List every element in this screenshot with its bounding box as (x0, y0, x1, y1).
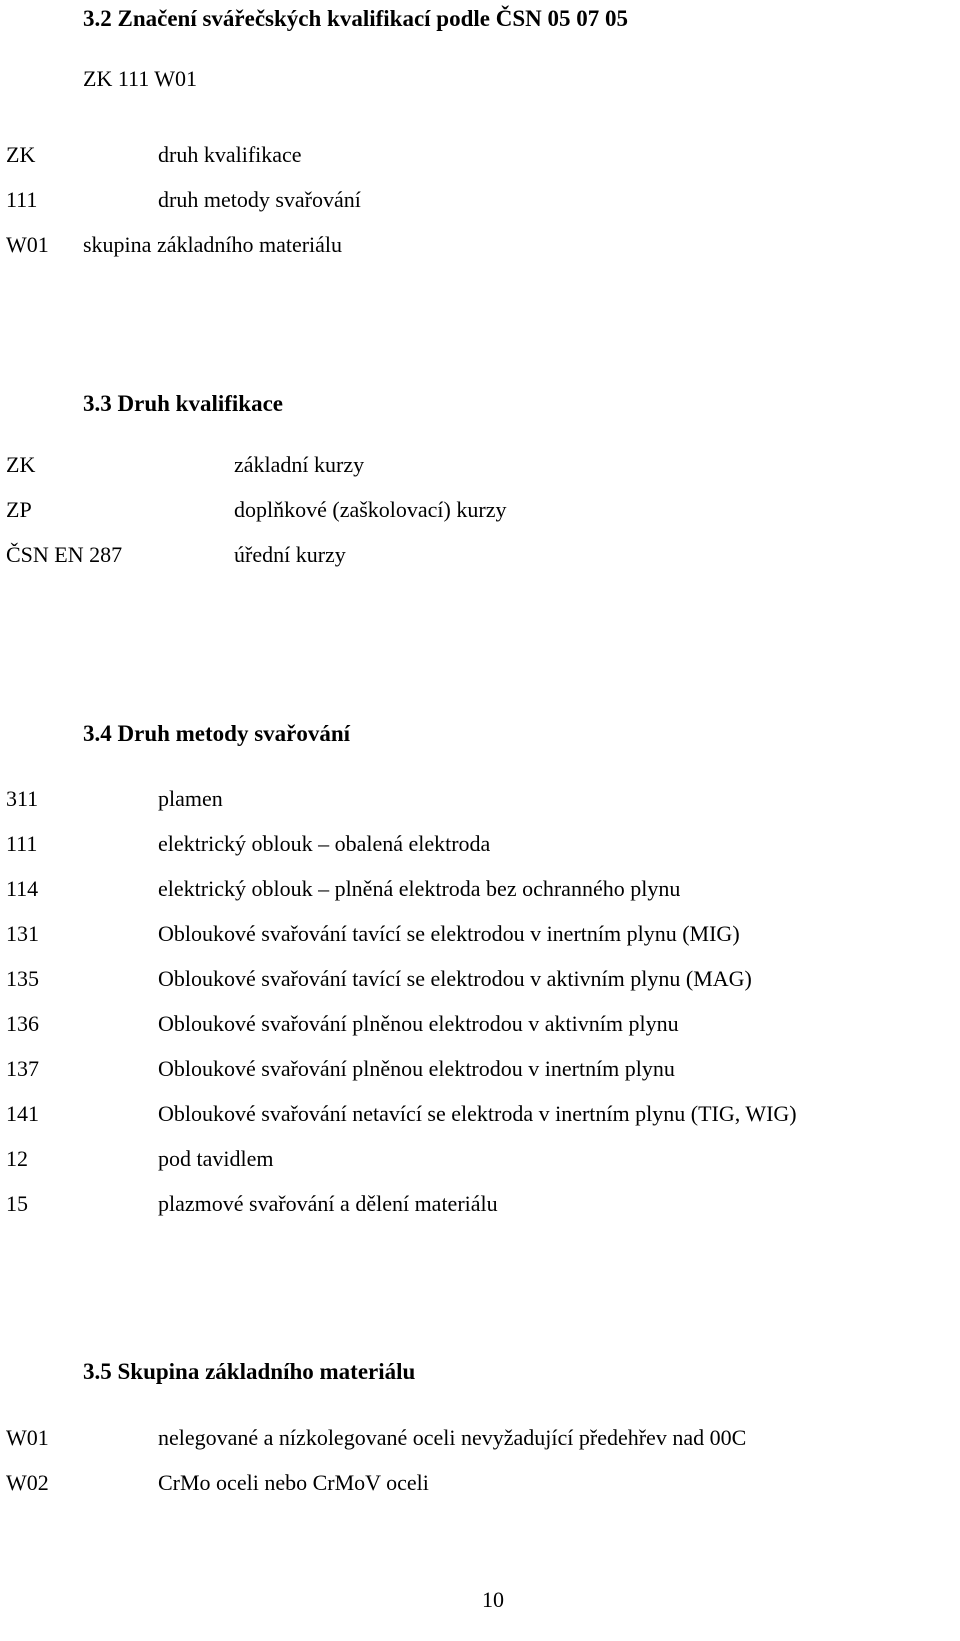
code-label: 114 (6, 876, 39, 901)
code-description: doplňkové (zaškolovací) kurzy (234, 497, 507, 522)
section-3-4-heading: 3.4 Druh metody svařování (83, 721, 351, 746)
code-label: 111 (6, 187, 38, 212)
code-description: plamen (158, 786, 223, 811)
code-description: Obloukové svařování tavící se elektrodou v inertním plynu (MIG) (158, 921, 740, 946)
section-3-3-heading: 3.3 Druh kvalifikace (83, 391, 283, 416)
code-description: plazmové svařování a dělení materiálu (158, 1191, 498, 1216)
code-description: Obloukové svařování tavící se elektrodou v aktivním plynu (MAG) (158, 966, 752, 991)
code-description: Obloukové svařování netavící se elektroda v inertním plynu (TIG, WIG) (158, 1101, 797, 1126)
code-label: W01 (6, 232, 49, 257)
code-label: ZK (6, 452, 36, 477)
code-label: ČSN EN 287 (6, 542, 123, 567)
code-description: úřední kurzy (234, 542, 346, 567)
code-description: skupina základního materiálu (83, 232, 343, 257)
code-description: elektrický oblouk – plněná elektroda bez ochranného plynu (158, 876, 681, 901)
page-number: 10 (482, 1587, 504, 1612)
code-label: ZK (6, 142, 36, 167)
code-label: 137 (6, 1056, 39, 1081)
code-label: 15 (6, 1191, 28, 1216)
code-description: druh metody svařování (158, 187, 361, 212)
section-3-2-heading: 3.2 Značení svářečských kvalifikací podle ČSN 05 07 05 (83, 6, 629, 31)
code-label: 136 (6, 1011, 39, 1036)
code-label: W01 (6, 1425, 49, 1450)
code-label: 135 (6, 966, 39, 991)
qualification-example: ZK 111 W01 (83, 66, 198, 91)
code-description: Obloukové svařování plněnou elektrodou v inertním plynu (158, 1056, 675, 1081)
code-description: Obloukové svařování plněnou elektrodou v aktivním plynu (158, 1011, 679, 1036)
code-label: W02 (6, 1470, 49, 1495)
code-label: 131 (6, 921, 39, 946)
code-label: 111 (6, 831, 38, 856)
code-description: CrMo oceli nebo CrMoV oceli (158, 1470, 429, 1495)
code-description: pod tavidlem (158, 1146, 274, 1171)
code-description: druh kvalifikace (158, 142, 302, 167)
code-label: ZP (6, 497, 32, 522)
code-description: nelegované a nízkolegované oceli nevyžadující předehřev nad 00C (158, 1425, 747, 1450)
code-label: 141 (6, 1101, 39, 1126)
code-description: elektrický oblouk – obalená elektroda (158, 831, 491, 856)
code-label: 12 (6, 1146, 28, 1171)
section-3-5-heading: 3.5 Skupina základního materiálu (83, 1359, 416, 1384)
code-label: 311 (6, 786, 39, 811)
code-description: základní kurzy (234, 452, 365, 477)
